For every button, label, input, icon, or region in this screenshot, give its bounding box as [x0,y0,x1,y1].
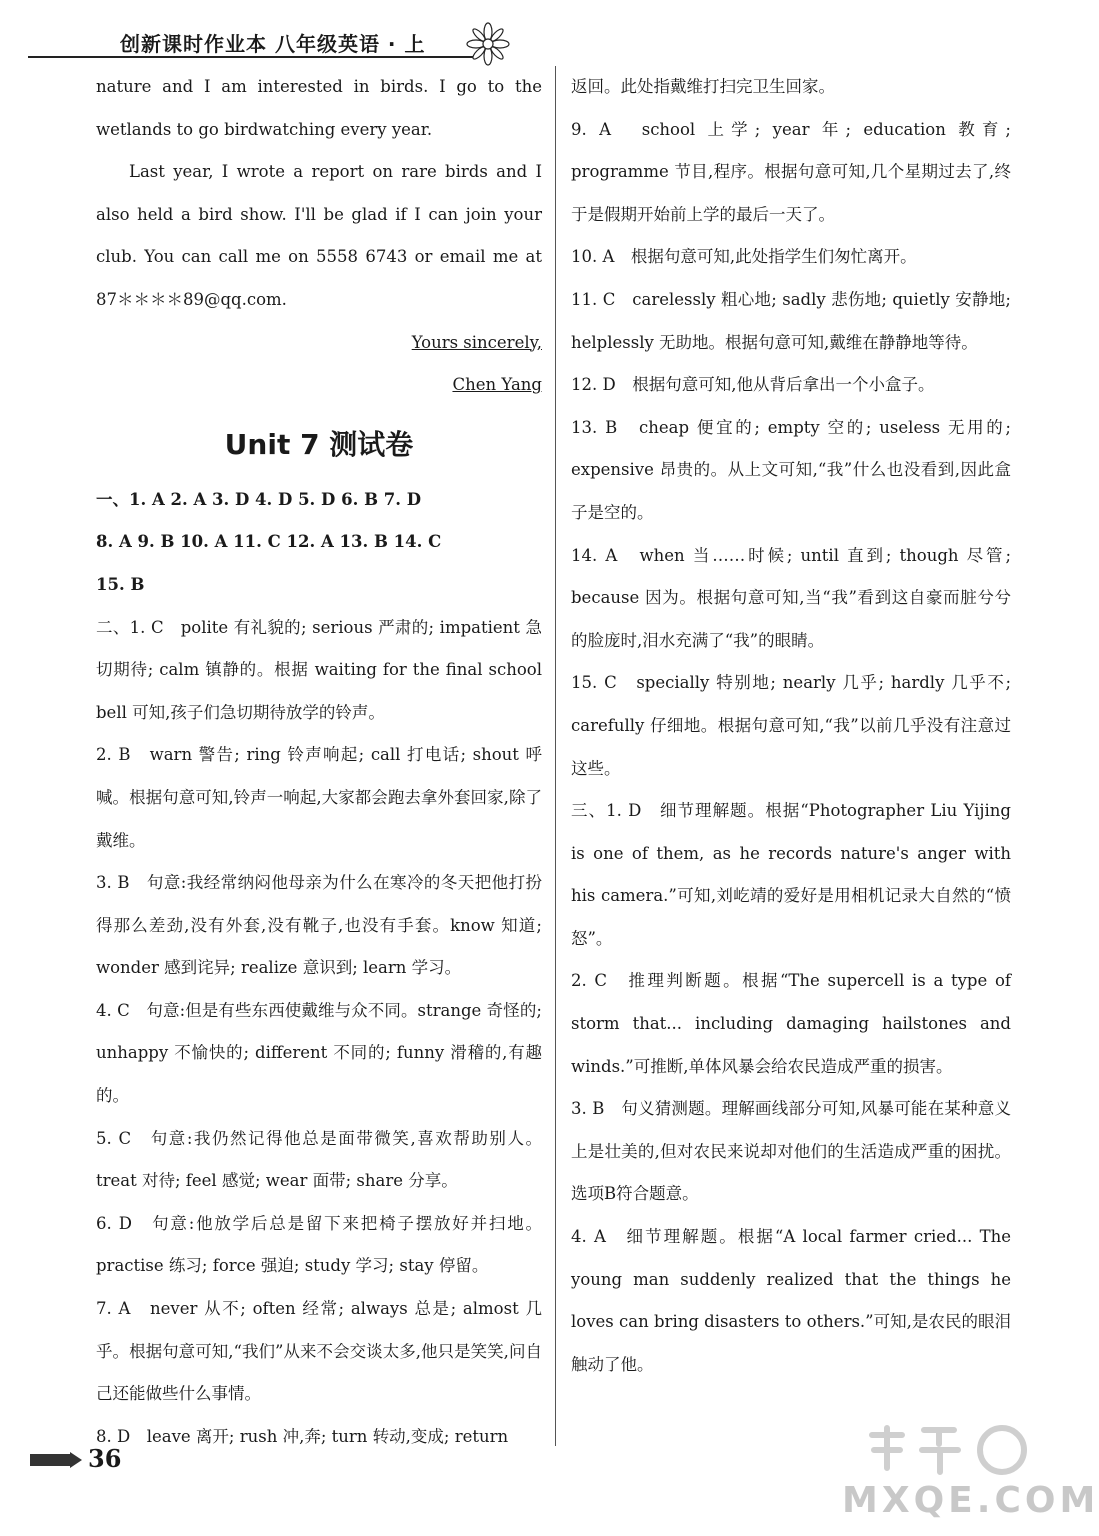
letter-closing: Yours sincerely, [411,332,542,352]
answer-item: 2. B warn 警告; ring 铃声响起; call 打电话; shout 呼喊。根据句意可知,铃声一响起,大家都会跑去拿外套回家,除了戴维。 [96,745,542,850]
answer-item: 8. D leave 离开; rush 冲,奔; turn 转动,变成; return [96,1426,509,1446]
answer-item: 9. A school 上学; year 年; education 教育; programme 节目,程序。根据句意可知,几个星期过去了,终于是假期开始前上学的最后一天了。 [571,119,1011,224]
answer-item: 12. D 根据句意可知,他从背后拿出一个小盒子。 [571,375,935,395]
letter-paragraph: Last year, I wrote a report on rare birds and I also held a bird show. I'll be glad if I can join your club. You can call me on 5558 6743 or email me at 87＊＊＊＊89@qq.com. [96,162,542,309]
answer-item: 7. A never 从不; often 经常; always 总是; almost 几乎。根据句意可知,“我们”从来不会交谈太多,他只是笑笑,问自己还能做些什么事情。 [96,1299,542,1404]
answer-row: 一、1. A 2. A 3. D 4. D 5. D 6. B 7. D [96,489,422,509]
answer-row: 15. B [96,574,145,594]
flower-icon [466,22,510,66]
header-rule [28,56,473,58]
answer-item: 10. A 根据句意可知,此处指学生们匆忙离开。 [571,247,917,267]
arrow-icon [30,1452,82,1468]
unit-title: Unit 7 测试卷 [224,427,414,461]
watermark [842,1420,1099,1530]
book-title: 创新课时作业本 八年级英语 · 上 [120,32,426,56]
answer-item: 返回。此处指戴维打扫完卫生回家。 [571,77,835,96]
answer-item: 5. C 句意:我仍然记得他总是面带微笑,喜欢帮助别人。treat 对待; feel 感觉; wear 面带; share 分享。 [96,1128,542,1191]
page-number-text: 36 [88,1444,122,1473]
answer-row: 8. A 9. B 10. A 11. C 12. A 13. B 14. C [96,532,442,552]
answer-item: 4. A 细节理解题。根据“A local farmer cried... The young man suddenly realized that the things he loves can bring disasters to others.”可知,是农民的眼泪触动了他。 [571,1227,1011,1374]
answer-logo-icon [862,1420,1032,1480]
answer-item: 3. B 句意:我经常纳闷他母亲为什么在寒冷的冬天把他打扮得那么差劲,没有外套,没有靴子,也没有手套。know 知道; wonder 感到诧异; realize 意识到; learn 学习。 [96,873,542,978]
right-column [571,66,1011,1386]
column-divider [555,66,556,1446]
answer-item: 4. C 句意:但是有些东西使戴维与众不同。strange 奇怪的; unhappy 不愉快的; different 不同的; funny 滑稽的,有趣的。 [96,1000,542,1106]
answer-item: 6. D 句意:他放学后总是留下来把椅子摆放好并扫地。practise 练习; force 强迫; study 学习; stay 停留。 [96,1213,542,1276]
answer-item: 二、1. C polite 有礼貌的; serious 严肃的; impatient 急切期待; calm 镇静的。根据 waiting for the final school bell 可知,孩子们急切期待放学的铃声。 [96,617,542,722]
letter-signature: Chen Yang [452,375,542,395]
answer-item: 三、1. D 细节理解题。根据“Photographer Liu Yijing is one of them, as he records nature's anger with his camera.”可知,刘屹靖的爱好是用相机记录大自然的“愤怒”。 [571,801,1011,948]
watermark-text: MXQE.COM [842,1480,1099,1521]
answer-item: 2. C 推理判断题。根据“The supercell is a type of storm that... including damaging hailstones and winds.”可推断,单体风暴会给农民造成严重的损害。 [571,971,1011,1076]
answer-item: 13. B cheap 便宜的; empty 空的; useless 无用的; expensive 昂贵的。从上文可知,“我”什么也没看到,因此盒子是空的。 [571,417,1011,522]
letter-paragraph: nature and I am interested in birds. I go to the wetlands to go birdwatching every year. [96,77,542,139]
answer-item: 15. C specially 特别地; nearly 几乎; hardly 几乎不; carefully 仔细地。根据句意可知,“我”以前几乎没有注意过这些。 [571,673,1011,778]
left-column [96,66,542,1458]
page-header [28,22,488,66]
answer-item: 11. C carelessly 粗心地; sadly 悲伤地; quietly 安静地; helplessly 无助地。根据句意可知,戴维在静静地等待。 [571,289,1011,352]
answer-item: 14. A when 当……时候; until 直到; though 尽管; because 因为。根据句意可知,当“我”看到这自豪而脏兮兮的脸庞时,泪水充满了“我”的眼睛。 [571,545,1011,650]
answer-item: 3. B 句义猜测题。理解画线部分可知,风暴可能在某种意义上是壮美的,但对农民来说却对他们的生活造成严重的困扰。选项B符合题意。 [571,1099,1011,1204]
